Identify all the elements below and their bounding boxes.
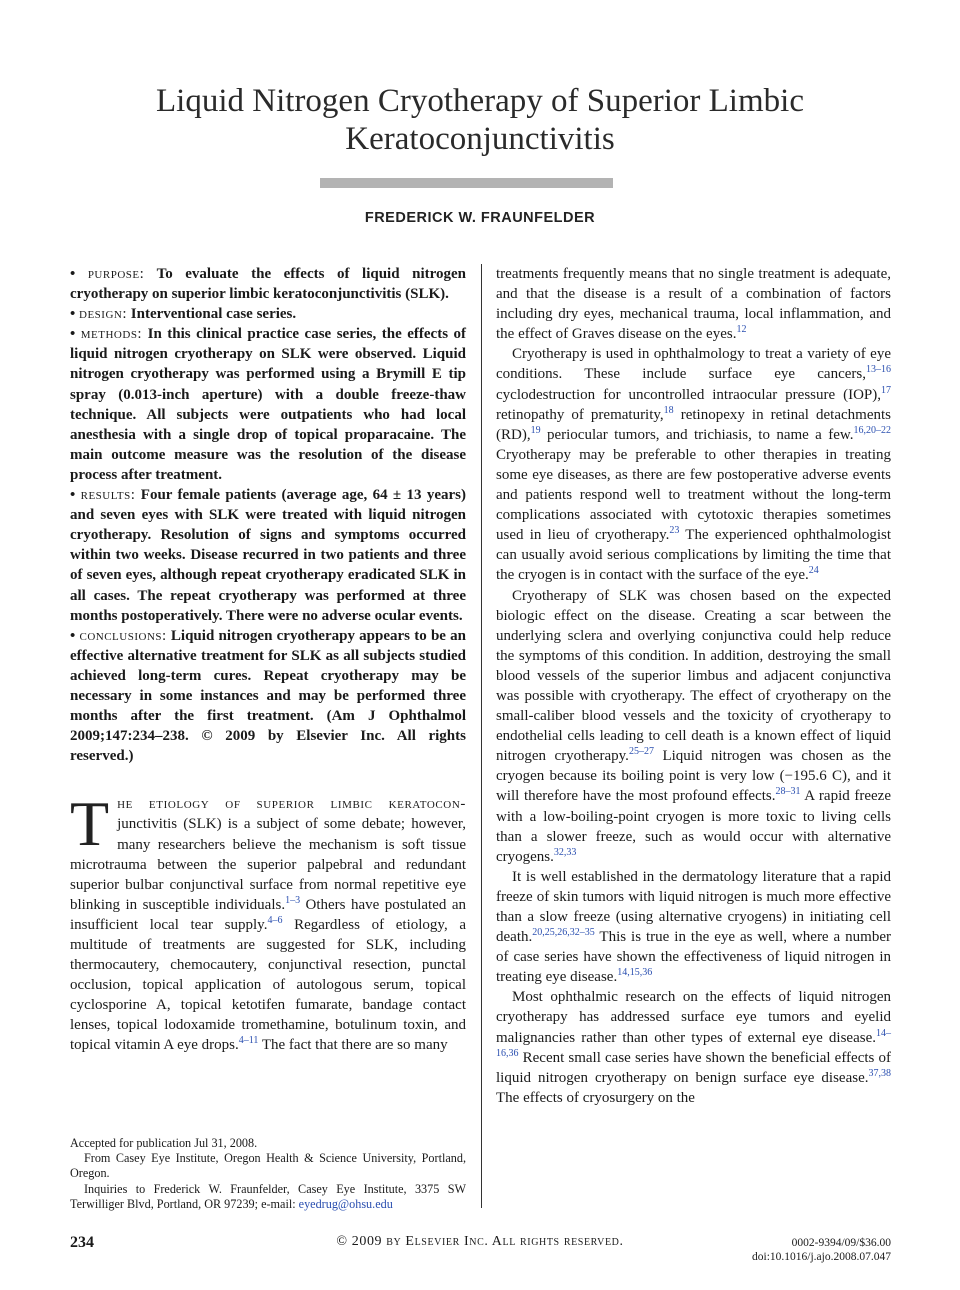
body-text: periocular tumors, and trichiasis, to name a few. <box>540 426 854 443</box>
reference-link[interactable]: 20,25,26,32–35 <box>532 927 595 939</box>
body-text: treatments frequently means that no single treatment is adequate, and that the disease is a result of a combination of factors including dry eyes, mechanical trauma, local inflammation, and the effect of Graves disease on the eyes. <box>496 266 891 343</box>
reference-link[interactable]: 14,15,36 <box>617 967 653 979</box>
abstract-conclusions-text: Liquid nitrogen cryotherapy appears to be an effective alternative treatment for SLK as all subjects studied achieved long-term cures. Repeat cryotherapy may be necessary in some instances and may be performed three months after the first treatment. <box>70 627 467 725</box>
reference-link[interactable]: 37,38 <box>868 1067 891 1079</box>
abstract-purpose-label: purpose: <box>87 266 145 282</box>
body-text: Recent small case series have shown the beneficial effects of liquid nitrogen cryotherapy on benign surface eye disease. <box>496 1049 891 1086</box>
reference-link[interactable]: 4–11 <box>238 1035 259 1047</box>
abstract <box>70 264 466 766</box>
reference-link[interactable]: 1–3 <box>285 894 301 906</box>
intro-lead-smallcaps: he etiology of superior limbic keratocon- <box>117 796 466 813</box>
reference-link[interactable]: 18 <box>663 404 674 416</box>
article-identifiers <box>640 1236 891 1264</box>
abstract-design <box>70 304 466 324</box>
body-text: Cryotherapy of SLK was chosen based on the expected biologic effect on the disease. Creating a scar between the underlying sclera and overlying conjunctiva could help reduce the symptoms of this condition. In addition, destroying the small blood vessels of the superior limbus and adjacent conjunctiva was possible with cryotherapy. The effect of cryotherapy on the small-caliber blood vessels and the toxicity of cryotherapy to endothelial cells leading to cell death is a known effect of liquid nitrogen cryotherapy. <box>496 587 891 765</box>
abstract-conclusions-label: conclusions: <box>79 627 167 644</box>
issn-price: 0002-9394/09/$36.00 <box>791 1237 891 1249</box>
body-text: Most ophthalmic research on the effects of liquid nitrogen cryotherapy has addressed surface eye tumors and eyelid malignancies rather than other types of external eye disease. <box>496 989 891 1046</box>
abstract-purpose <box>70 264 466 304</box>
reference-link[interactable]: 23 <box>669 525 680 537</box>
drop-cap: T <box>70 788 110 860</box>
body-text: This is true in the eye as well, where a number of case series have shown the effectiveness of liquid nitrogen in treating eye disease. <box>496 929 891 986</box>
footnote-affiliation: From Casey Eye Institute, Oregon Health & Science University, Portland, Oregon. <box>70 1151 466 1181</box>
abstract-results-text: Four female patients (average age, 64 ± 13 years) and seven eyes with SLK were treated with liquid nitrogen cryotherapy. Resolution of signs and symptoms occurred within two weeks. Disease recurred in two patients and three of seven eyes, although repeat cryotherapy eradicated SLK in all cases. The repeat cryotherapy was performed at three months postoperatively. There were no adverse ocular events. <box>70 487 466 624</box>
abstract-methods-label: methods: <box>80 326 143 343</box>
reference-link[interactable]: 25–27 <box>628 746 654 758</box>
article-title: Liquid Nitrogen Cryotherapy of Superior Limbic Keratoconjunctivitis <box>156 83 804 157</box>
body-paragraph <box>496 344 891 585</box>
introduction <box>70 788 467 1055</box>
body-text: Cryotherapy may be preferable to other therapies in treating some eye diseases, as there are few postoperative adverse events and patients respond well to treatment without the long-term complications associated with cytotoxic therapies sometimes used in lieu of cryotherapy. <box>496 446 891 544</box>
abstract-results <box>70 485 466 626</box>
reference-link[interactable]: 4–6 <box>267 914 283 926</box>
intro-text: Others have postulated an insufficient local tear supply. <box>70 896 466 933</box>
body-text: A rapid freeze with a low-boiling-point cryogen is more toxic to living cells than a slower freeze, such as would occur with alternative cryogens. <box>496 788 891 865</box>
intro-paragraph <box>70 788 467 1055</box>
reference-link[interactable]: 16,20–22 <box>853 424 891 436</box>
reference-link[interactable]: 14–16,36 <box>496 1027 891 1059</box>
abstract-methods <box>70 324 466 485</box>
bullet-icon: • <box>70 487 76 504</box>
body-text: Cryotherapy is used in ophthalmology to treat a variety of eye conditions. These include surface eye cancers, <box>496 346 891 383</box>
abstract-conclusions <box>70 626 466 767</box>
left-column <box>70 264 466 1056</box>
intro-text: The fact that there are so many <box>258 1037 448 1054</box>
intro-text: Regardless of etiology, a multitude of treatments are suggested for SLK, including thermocautery, chemocautery, conjunctival resection, punctal occlusion, topical application of autologous serum, topical cyclosporine A, topical ketotifen fumarate, bandage contact lenses, topical lodoxamide tromethamine, botulinum toxin, and topical vitamin A eye drops. <box>70 916 467 1054</box>
reference-link[interactable]: 24 <box>808 565 819 577</box>
bullet-icon: • <box>70 627 76 644</box>
abstract-design-text: Interventional case series. <box>130 306 297 323</box>
body-paragraph <box>496 264 891 344</box>
footnote-divider <box>70 1127 160 1128</box>
intro-text: junctivitis (SLK) is a subject of some debate; however, many researchers believe the mechanism is soft tissue microtrauma between the superior palpebral and redundant superior bulbar conjunctival surface from normal repetitive eye blinking in susceptible individuals. <box>70 816 466 913</box>
reference-link[interactable]: 28–31 <box>775 786 801 798</box>
bullet-icon: • <box>70 306 76 323</box>
body-text: retinopexy in retinal detachments (RD), <box>496 406 891 443</box>
reference-link[interactable]: 32,33 <box>553 846 577 858</box>
footnote-accepted: Accepted for publication Jul 31, 2008. <box>70 1136 258 1150</box>
footnotes <box>70 1136 466 1212</box>
page-number: 234 <box>70 1234 94 1251</box>
reference-link[interactable]: 13–16 <box>866 364 891 376</box>
abstract-methods-text: In this clinical practice case series, the effects of liquid nitrogen cryotherapy on SLK were observed. Liquid nitrogen cryotherapy was performed using a Brymill E tip spray (0.013-inch aperture) with a double freeze-thaw technique. All subjects were outpatients who had local anesthesia with a single drop of topical proparacaine. The main outcome measure was the resolution of the disease process after treatment. <box>70 326 467 483</box>
abstract-citation: (Am J Ophthalmol 2009;147:234–238. © 2009 by Elsevier Inc. All rights reserved.) <box>70 708 467 765</box>
title-divider-bar <box>320 178 613 188</box>
copyright-notice: © 2009 by Elsevier Inc. All rights reserved. <box>336 1234 624 1249</box>
body-text: It is well established in the dermatology literature that a rapid freeze of skin tumors with liquid nitrogen is much more effective than a slow freeze (using alternative cryogens) in initiating cell death. <box>496 868 891 946</box>
body-text: Liquid nitrogen was chosen as the cryogen because its boiling point is very low (−195.6 C), and it will therefore have the most profound effects. <box>496 748 891 805</box>
body-text: The experienced ophthalmologist can usually avoid serious complications by limiting the time that the cryogen is in contact with the surface of the eye. <box>496 527 891 584</box>
body-text: The effects of cryosurgery on the <box>496 1089 695 1106</box>
body-text: cyclodestruction for uncontrolled intraocular pressure (IOP), <box>496 386 881 403</box>
email-link[interactable]: eyedrug@ohsu.edu <box>298 1196 393 1211</box>
footnote-inquiries <box>70 1182 466 1212</box>
author-name: FREDERICK W. FRAUNFELDER <box>364 210 596 226</box>
body-paragraph <box>496 987 891 1108</box>
bullet-icon: • <box>70 326 76 343</box>
abstract-purpose-text: To evaluate the effects of liquid nitrogen cryotherapy on superior limbic keratoconjunctivitis (SLK). <box>70 266 466 303</box>
footnote-inquiries-text: Inquiries to Frederick W. Fraunfelder, Casey Eye Institute, 3375 SW Terwilliger Blvd, Portland, OR 97239; e-mail: <box>70 1181 466 1211</box>
abstract-design-label: design: <box>79 306 128 323</box>
body-paragraph <box>496 586 891 867</box>
column-divider <box>481 264 482 1208</box>
body-text: retinopathy of prematurity, <box>496 406 664 423</box>
bullet-icon: • <box>70 266 76 282</box>
doi[interactable]: doi:10.1016/j.ajo.2008.07.047 <box>752 1251 891 1263</box>
reference-link[interactable]: 19 <box>530 424 541 436</box>
body-paragraph <box>496 867 891 988</box>
reference-link[interactable]: 12 <box>736 324 747 336</box>
abstract-results-label: results: <box>80 487 136 504</box>
reference-link[interactable]: 17 <box>881 384 891 396</box>
right-column <box>496 264 891 1108</box>
